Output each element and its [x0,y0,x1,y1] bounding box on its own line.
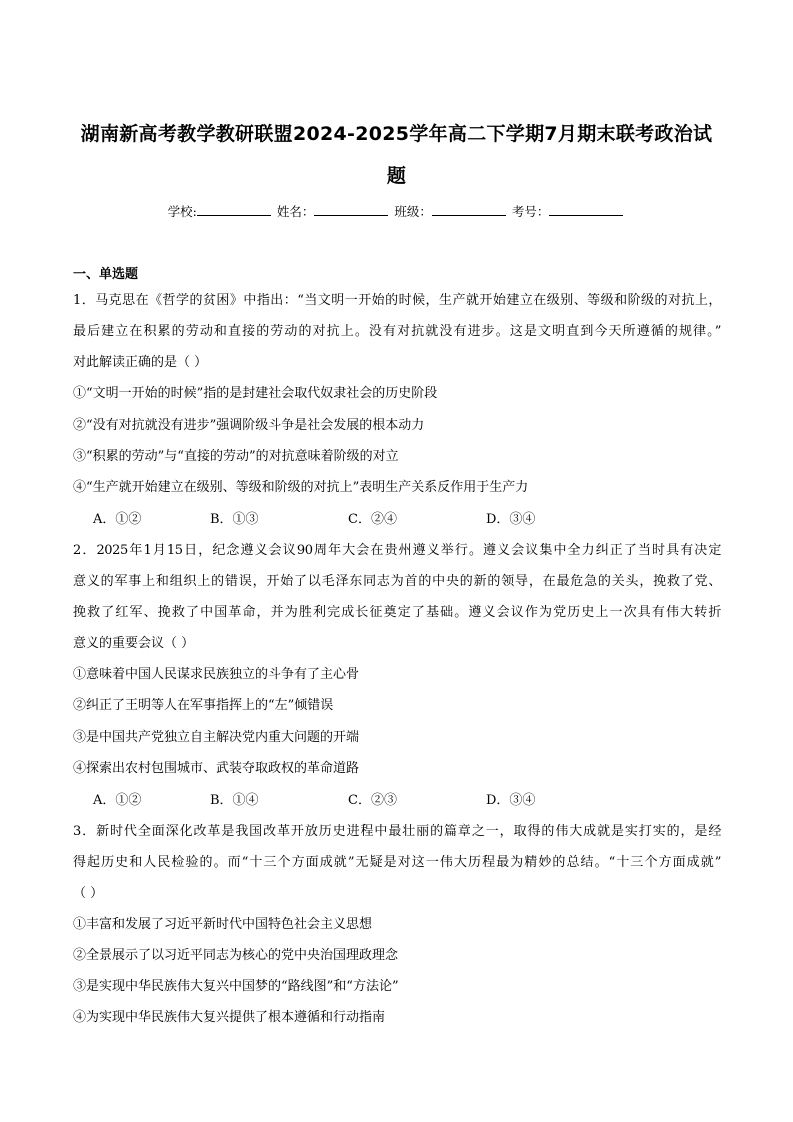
question-2-item-4: ④探索出农村包围城市、武装夺取政权的革命道路 [73,761,360,776]
question-3-stem-line-3: （ ） [73,886,104,901]
question-2-stem-line-4: 意义的重要会议（ ） [73,636,195,651]
exam-number-label: 考号： [511,204,550,219]
name-blank[interactable] [314,203,388,216]
question-2-item-1: ①意味着中国人民谋求民族独立的斗争有了主心骨 [73,667,360,682]
question-1-item-1: ①“文明一开始的时候”指的是封建社会取代奴隶社会的历史阶段 [73,386,438,401]
class-blank[interactable] [432,203,506,216]
question-2-item-2: ②纠正了王明等人在军事指挥上的“左”倾错误 [73,698,334,713]
question-2-option-d[interactable]: D．③④ [486,793,536,808]
question-1-item-4: ④“生产就开始建立在级别、等级和阶级的对抗上”表明生产关系反作用于生产力 [73,480,529,495]
question-1-stem-line-3: 对此解读正确的是（ ） [73,355,208,370]
school-blank[interactable] [197,203,271,216]
question-1-option-a[interactable]: A．①② [93,512,142,527]
question-3-item-4: ④为实现中华民族伟大复兴提供了根本遵循和行动指南 [73,1010,386,1025]
question-3-stem-line-1: 3．新时代全面深化改革是我国改革开放历史进程中最壮丽的篇章之一，取得的伟大成就是实打实的，是经 [73,824,721,839]
exam-title-line-1: 湖南新高考教学教研联盟2024-2025学年高二下学期7月期末联考政治试 [80,123,713,145]
question-2-item-3: ③是中国共产党独立自主解决党内重大问题的开端 [73,730,360,745]
question-3-item-2: ②全景展示了以习近平同志为核心的党中央治国理政理念 [73,948,399,963]
question-2-stem-line-1: 2．2025年1月15日，纪念遵义会议90周年大会在贵州遵义举行。遵义会议集中全力纠正了当时具有决定 [73,543,721,558]
question-1-item-3: ③“积累的劳动”与“直接的劳动”的对抗意味着阶级的对立 [73,449,399,464]
question-1-option-b[interactable]: B．①③ [210,512,259,527]
question-1-stem-line-2: 最后建立在积累的劳动和直接的劳动的对抗上。没有对抗就没有进步。这是文明直到今天所遵循的规律。” [73,324,721,339]
exam-title-line-2: 题 [386,165,407,187]
question-2-stem-line-3: 挽救了红军、挽救了中国革命，并为胜利完成长征奠定了基础。遵义会议作为党历史上一次具有伟大转折 [73,605,721,620]
school-label: 学校: [167,204,197,219]
name-label: 姓名： [276,204,315,219]
question-1-stem-line-1: 1．马克思在《哲学的贫困》中指出：“当文明一开始的时候，生产就开始建立在级别、等级和阶级的对抗上， [73,293,721,308]
question-2-option-c[interactable]: C．②③ [348,793,397,808]
question-3-item-1: ①丰富和发展了习近平新时代中国特色社会主义思想 [73,917,373,932]
question-3-item-3: ③是实现中华民族伟大复兴中国梦的“路线图”和“方法论” [73,979,399,994]
student-info-row [0,202,793,220]
class-label: 班级： [394,204,432,219]
question-2-option-b[interactable]: B．①④ [210,793,259,808]
question-1-option-c[interactable]: C．②④ [348,512,397,527]
section-title: 一、单选题 [73,267,139,282]
question-2-option-a[interactable]: A．①② [93,793,142,808]
question-2-stem-line-2: 意义的军事上和组织上的错误，开始了以毛泽东同志为首的中央的新的领导，在最危急的关头，挽救了党、 [73,574,721,589]
question-3-stem-line-2: 得起历史和人民检验的。而“十三个方面成就”无疑是对这一伟大历程最为精妙的总结。“十三个方面成就” [73,855,721,870]
exam-number-blank[interactable] [549,203,623,216]
question-1-item-2: ②“没有对抗就没有进步”强调阶级斗争是社会发展的根本动力 [73,418,425,433]
question-1-option-d[interactable]: D．③④ [486,512,536,527]
